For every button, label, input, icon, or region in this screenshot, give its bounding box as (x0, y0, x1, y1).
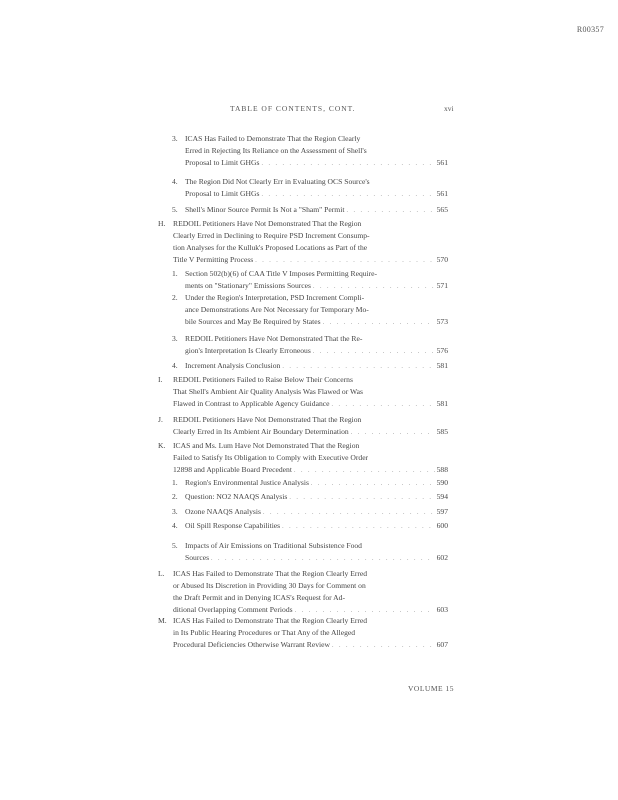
toc-entry-marker: 4. (172, 361, 178, 370)
toc-entry-page: 590 (436, 478, 448, 487)
toc-entry (158, 414, 448, 440)
toc-entry-line: ICAS and Ms. Lum Have Not Demonstrated That the Region (173, 441, 360, 450)
toc-entry (172, 333, 448, 359)
toc-entry-line: Impacts of Air Emissions on Traditional Subsistence Food (185, 541, 362, 550)
toc-entry-line: ICAS Has Failed to Demonstrate That the Region Clearly Erred (173, 569, 368, 578)
dot-leader (346, 206, 434, 218)
dot-leader (261, 159, 434, 171)
running-head: TABLE OF CONTENTS, CONT. (230, 104, 356, 113)
toc-entry-marker: I. (158, 375, 163, 384)
toc-entry-line: tion Analyses for the Kulluk's Proposed Locations as Part of the (173, 242, 368, 252)
dot-leader (289, 493, 434, 505)
toc-entry-page: 602 (436, 552, 448, 562)
toc-entry (172, 133, 448, 171)
page-id: R00357 (576, 25, 604, 34)
toc-entry-line: REDOIL Petitioners Have Not Demonstrated That the Re- (185, 334, 363, 343)
toc-entry (172, 268, 448, 294)
toc-entry (158, 218, 448, 268)
dot-leader (313, 347, 435, 359)
toc-entry-line: in Its Public Hearing Procedures or That Any of the Alleged (173, 627, 356, 637)
toc-entry (172, 491, 448, 505)
toc-entry-marker: 2. (172, 492, 178, 501)
toc-entry-title-end: bile Sources and May Be Required by States (185, 316, 321, 326)
dot-leader (331, 400, 434, 412)
toc-entry-title-end: Proposal to Limit GHGs (185, 188, 260, 198)
toc-entry-title-end: Increment Analysis Conclusion (185, 361, 281, 370)
toc-entry-title-end: Ozone NAAQS Analysis (185, 507, 261, 516)
toc-entry-line: Under the Region's Interpretation, PSD Increment Compli- (185, 293, 365, 302)
dot-leader (294, 466, 435, 478)
toc-entry-line: REDOIL Petitioners Have Not Demonstrated That the Region (173, 415, 362, 424)
volume-footer: VOLUME 15 (408, 684, 454, 693)
toc-entry (172, 540, 448, 566)
toc-entry-title-end: Clearly Erred in Its Ambient Air Boundary Determination (173, 426, 349, 436)
toc-entry-marker: 2. (172, 293, 178, 302)
dot-leader (282, 522, 434, 534)
toc-entry (172, 292, 448, 330)
toc-entry-line: Section 502(b)(6) of CAA Title V Imposes Permitting Require- (185, 269, 378, 278)
toc-entry-page: 570 (436, 254, 448, 264)
toc-entry-page: 600 (436, 521, 448, 530)
toc-entry (158, 615, 448, 653)
toc-entry-page: 573 (436, 316, 448, 326)
toc-entry-title-end: Region's Environmental Justice Analysis (185, 478, 309, 487)
running-page-number: xvi (444, 104, 454, 113)
toc-entry-page: 585 (436, 426, 448, 436)
toc-entry-marker: 4. (172, 177, 178, 186)
toc-entry-page: 597 (436, 507, 448, 516)
toc-entry-title-end: Proposal to Limit GHGs (185, 157, 260, 167)
toc-entry-title-end: Oil Spill Response Capabilities (185, 521, 281, 530)
toc-entry-page: 571 (436, 280, 448, 290)
toc-entry-line: Erred in Rejecting Its Reliance on the Assessment of Shell's (185, 145, 367, 155)
toc-entry-page: 581 (436, 398, 448, 408)
toc-entry-title-end: Title V Permitting Process (173, 254, 254, 264)
toc-entry (172, 506, 448, 520)
toc-entry-marker: 3. (172, 134, 178, 143)
toc-entry (158, 568, 448, 618)
dot-leader (211, 554, 435, 566)
dot-leader (282, 362, 434, 374)
toc-entry (172, 204, 448, 218)
dot-leader (261, 190, 434, 202)
toc-entry-marker: L. (158, 569, 165, 578)
toc-entry-page: 588 (436, 464, 448, 474)
toc-entry-line: ance Demonstrations Are Not Necessary for Temporary Mo- (185, 304, 369, 314)
toc-entry-title-end: Shell's Minor Source Permit Is Not a "Sham" Permit (185, 205, 345, 214)
toc-entry-marker: K. (158, 441, 166, 450)
toc-entry-title-end: Procedural Deficiencies Otherwise Warrant Review (173, 639, 330, 649)
toc-entry-title-end: 12898 and Applicable Board Precedent (173, 464, 292, 474)
toc-entry (172, 477, 448, 491)
dot-leader (332, 641, 435, 653)
toc-entry-page: 576 (436, 345, 448, 355)
toc-entry-line: Failed to Satisfy Its Obligation to Comply with Executive Order (173, 452, 369, 462)
toc-entry-line: the Draft Permit and in Denying ICAS's Request for Ad- (173, 592, 345, 602)
toc-entry-page: 603 (436, 604, 448, 614)
dot-leader (323, 318, 435, 330)
toc-entry-line: ICAS Has Failed to Demonstrate That the Region Clearly (185, 134, 361, 143)
toc-entry-marker: 3. (172, 507, 178, 516)
toc-entry-line: ICAS Has Failed to Demonstrate That the Region Clearly Erred (173, 616, 368, 625)
toc-entry-line: REDOIL Petitioners Failed to Raise Below Their Concerns (173, 375, 353, 384)
toc-entry-page: 561 (436, 188, 448, 198)
toc-entry-line: The Region Did Not Clearly Err in Evaluating OCS Source's (185, 177, 370, 186)
toc-entry-page: 565 (436, 205, 448, 214)
toc-entry-line: That Shell's Ambient Air Quality Analysis Was Flawed or Was (173, 386, 363, 396)
toc-entry-marker: 3. (172, 334, 178, 343)
toc-entry-line: Clearly Erred in Declining to Require PSD Increment Consump- (173, 230, 370, 240)
toc-entry (172, 520, 448, 534)
toc-entry-marker: 1. (172, 478, 178, 487)
toc-entry-title-end: Question: NO2 NAAQS Analysis (185, 492, 288, 501)
toc-entry-title-end: Sources (185, 552, 210, 562)
toc-entry-marker: 5. (172, 205, 178, 214)
toc-entry-title-end: ditional Overlapping Comment Periods (173, 604, 293, 614)
toc-entry-title-end: ments on "Stationary" Emissions Sources (185, 280, 312, 290)
toc-entry-title-end: Flawed in Contrast to Applicable Agency Guidance (173, 398, 330, 408)
toc-entry (158, 374, 448, 412)
toc-entry-marker: H. (158, 219, 166, 228)
toc-entry-page: 607 (436, 639, 448, 649)
toc-entry-marker: 1. (172, 269, 178, 278)
toc-entry-title-end: gion's Interpretation Is Clearly Erroneous (185, 345, 311, 355)
toc-entry-marker: 4. (172, 521, 178, 530)
dot-leader (311, 479, 435, 491)
dot-leader (263, 508, 435, 520)
toc-entry-marker: J. (158, 415, 163, 424)
toc-entry (158, 440, 448, 478)
toc-entry-page: 561 (436, 157, 448, 167)
dot-leader (351, 428, 435, 440)
toc-entry (172, 360, 448, 374)
toc-entry-marker: 5. (172, 541, 178, 550)
toc-entry-line: or Abused Its Discretion in Providing 30 Days for Comment on (173, 580, 366, 590)
toc-entry (172, 176, 448, 202)
toc-entry-line: REDOIL Petitioners Have Not Demonstrated That the Region (173, 219, 362, 228)
toc-entry-page: 594 (436, 492, 448, 501)
toc-entry-page: 581 (436, 361, 448, 370)
toc-entry-marker: M. (158, 616, 167, 625)
dot-leader (255, 256, 434, 268)
